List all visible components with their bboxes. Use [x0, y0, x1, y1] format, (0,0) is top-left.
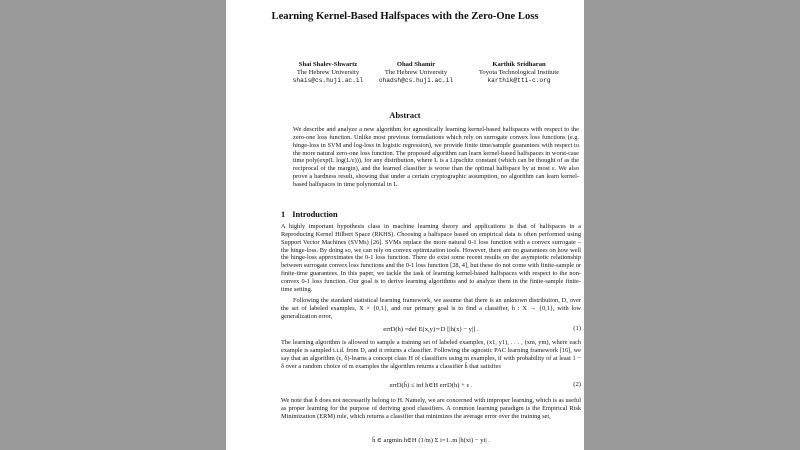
paragraph-4: We note that ĥ does not necessarily belong to H. Namely, we are concerned with improper learning, which is as useful as proper learning for the purpose of deriving good classifiers. A common learning paradigm is the Empirical Risk Minimization (ERM) rule, which returns a classifier that minimizes the average error over the training set, — [281, 397, 581, 420]
paragraph-3: The learning algorithm is allowed to sample a training set of labeled examples, (x1, y1), . . . , (xm, ym), where each example is sampled i.i.d. from D, and it returns a classifier. Following the agnostic PAC learning framework [16], we say that an algorithm (ε, δ)-learns a concept class H of classifiers using m examples, if with probability of at least 1 − δ over a random choice of m examples the algorithm returns a classifier ĥ that satisfies — [281, 339, 581, 370]
section-title: Introduction — [292, 210, 338, 219]
author-affiliation: Toyota Technological Institute — [478, 69, 560, 76]
author-name: Karthik Sridharan — [492, 61, 546, 68]
author-email: shais@cs.huji.ac.il — [292, 77, 364, 84]
paragraph-2: Following the standard statistical learning framework, we assume that there is an unknown distribution, D, over the set of labeled examples, X × {0,1}, and our primary goal is to find a classifier, h : X → {0,1}, with low generalization error, — [281, 297, 581, 320]
author-affiliation: The Hebrew University — [384, 69, 448, 76]
paper-title: Learning Kernel-Based Halfspaces with the Zero-One Loss — [271, 11, 539, 22]
author-3 — [464, 61, 574, 85]
section-heading — [281, 210, 338, 219]
equation-number: (2) — [573, 381, 581, 388]
equation-expr: errD(ĥ) ≤ inf h∈H errD(h) + ε . — [389, 382, 473, 389]
equation-expr: errD(h) =def E(x,y)∼D [|h(x) − y|] . — [383, 326, 479, 333]
author-name: Ohad Shamir — [396, 61, 436, 68]
section-number: 1 — [281, 210, 286, 219]
author-1 — [286, 61, 370, 85]
abstract-body: We describe and analyze a new algorithm for agnostically learning kernel-based halfspaces with respect to the zero-one loss function. Unlike most previous formulations which rely on surrogate convex loss functions (e.g. hinge-loss in SVM and log-loss in logistic regression), we provide finite time/sample guarantees with respect to the more natural zero-one loss function. The proposed algorithm can learn kernel-based halfspaces in worst-case time poly(exp(L log(L/ε))), for any distribution, where L is a Lipschitz constant (which can be thought of as the reciprocal of the margin), and the learned classifier is worse than the optimal halfspace by at most ε. We also prove a hardness result, showing that under a certain cryptographic assumption, no algorithm can learn kernel-based halfspaces in time polynomial in L. — [293, 126, 579, 188]
author-email: karthik@tti-c.org — [487, 77, 551, 84]
equation-expr: ĥ ∈ argmin h∈H (1/m) Σ i=1..m |h(xi) − yi| . — [372, 437, 490, 444]
author-name: Shai Shalev-Shwartz — [298, 61, 358, 68]
author-affiliation: The Hebrew University — [296, 69, 360, 76]
paragraph-1: A highly important hypothesis class in machine learning theory and applications is that of halfspaces in a Reproducing Kernel Hilbert Space (RKHS). Choosing a halfspace based on empirical data is often performed using Support Vector Machines (SVMs) [26]. SVMs replace the more natural 0-1 loss function with a convex surrogate – the hinge-loss. By doing so, we can rely on convex optimization tools. However, there are no guarantees on how well the hinge-loss approximates the 0-1 loss function. There do exist some recent results on the asymptotic relationship between surrogate convex loss functions and the 0-1 loss function [28, 4], but these do not come with finite-sample or finite-time guarantees. In this paper, we tackle the task of learning kernel-based halfspaces with respect to the non-convex 0-1 loss function. Our goal is to derive learning algorithms and to analyze them in the finite-sample finite-time setting. — [281, 223, 581, 293]
author-email: ohadsh@cs.huji.ac.il — [378, 77, 454, 84]
equation-number: (1) — [573, 325, 581, 332]
author-2 — [374, 61, 458, 85]
paper-page — [226, 0, 584, 450]
abstract-heading: Abstract — [389, 111, 421, 120]
